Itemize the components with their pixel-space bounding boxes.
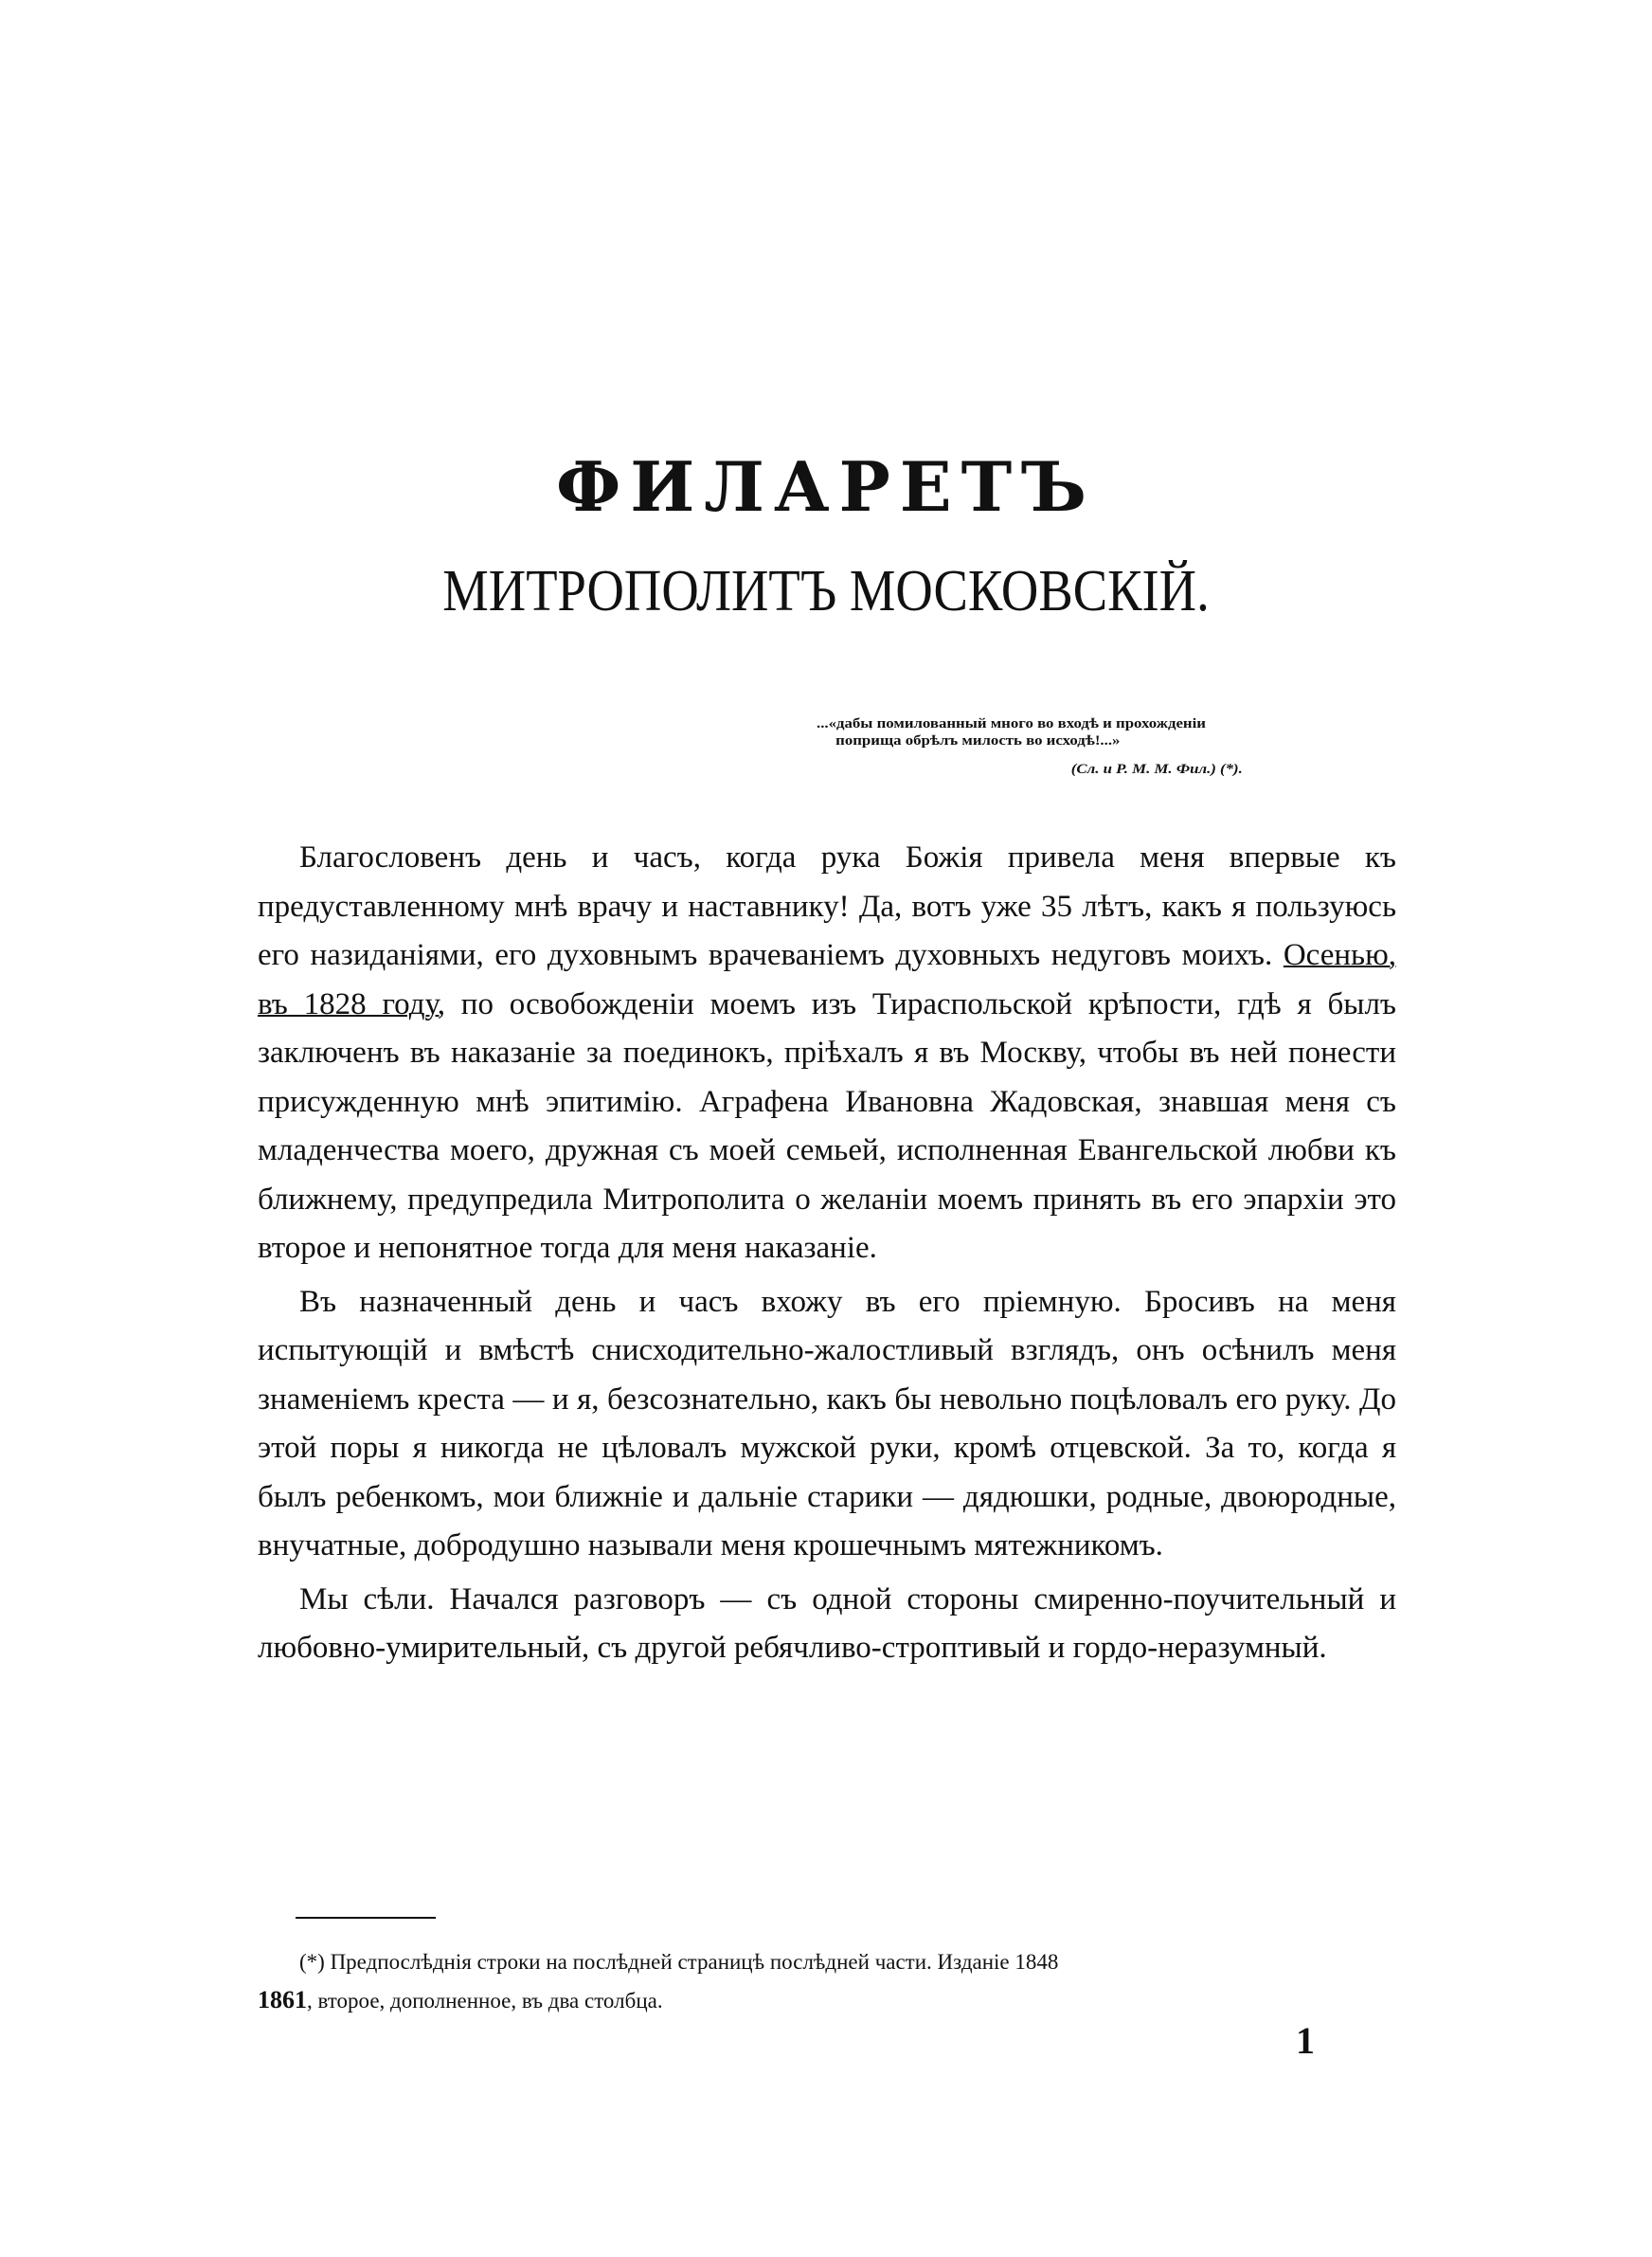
paragraph-3: Мы сѣли. Начался разговоръ — съ одной стороны смиренно-поучительный и любовно-умирительный, съ другой ребячливо-строптивый и гордо-неразумный. [258,1581,1396,1665]
epigraph-source: (Сл. и Р. М. М. Фил.) (*). [1070,762,1243,777]
paragraph-1-part-a: Благословенъ день и часъ, когда рука Божія привела меня впервые къ предуставленному мнѣ врачу и наставнику! Да, вотъ уже 35 лѣтъ, какъ я пользуюсь его назиданіями, его духовнымъ врачеваніемъ духовныхъ недуговъ моихъ. [258,840,1396,972]
epigraph [817,715,1474,778]
page-subtitle: МИТРОПОЛИТЪ МОСКОВСКІЙ. [442,559,1210,623]
footnote [258,1943,1396,2020]
underlined-phrase: Осенью, въ 1828 году, [258,938,1396,1021]
footnote-line-1: (*) Предпослѣднія строки на послѣдней страницѣ послѣдней части. Изданіе 1848 [299,1950,1059,1974]
epigraph-line-2: поприща обрѣлъ милость во исходѣ!...» [835,733,1121,749]
paragraph-1 [258,834,1396,1273]
footnote-divider [296,1917,436,1919]
paragraph-2: Въ назначенный день и часъ вхожу въ его пріемную. Бросивъ на меня испытующій и вмѣстѣ снисходительно-жалостливый взглядъ, онъ осѣнилъ меня знаменіемъ креста — и я, безсознательно, какъ бы невольно поцѣловалъ его руку. До этой поры я никогда не цѣловалъ мужской руки, кромѣ отцевской. За то, когда я былъ ребенкомъ, мои ближніе и дальніе старики — дядюшки, родные, двоюродные, внучатные, добродушно называли меня крошечнымъ мятежникомъ. [258,1284,1396,1562]
paragraph-1-part-b: по освобожденіи моемъ изъ Тираспольской крѣпости, гдѣ я былъ заключенъ въ наказаніе за поединокъ, пріѣхалъ я въ Москву, чтобы въ ней понести присужденную мнѣ эпитимію. Аграфена Ивановна Жадовская, знавшая меня съ младенчества моего, дружная съ моей семьей, исполненная Евангельской любви къ ближнему, предупредила Митрополита о желаніи моемъ принять въ его эпархіи это второе и непонятное тогда для меня наказаніе. [258,986,1396,1265]
page-number: 1 [1296,2019,1315,2062]
footnote-line-2 [258,1981,1396,2020]
epigraph-line-1: ...«дабы помилованный много во входѣ и прохожденіи [817,716,1206,731]
footnote-year: 1861 [258,1986,307,2013]
page-title: ФИЛАРЕТЪ [555,446,1097,527]
main-text [258,834,1396,1678]
footnote-rest: , второе, дополненное, въ два столбца. [307,1989,663,2013]
